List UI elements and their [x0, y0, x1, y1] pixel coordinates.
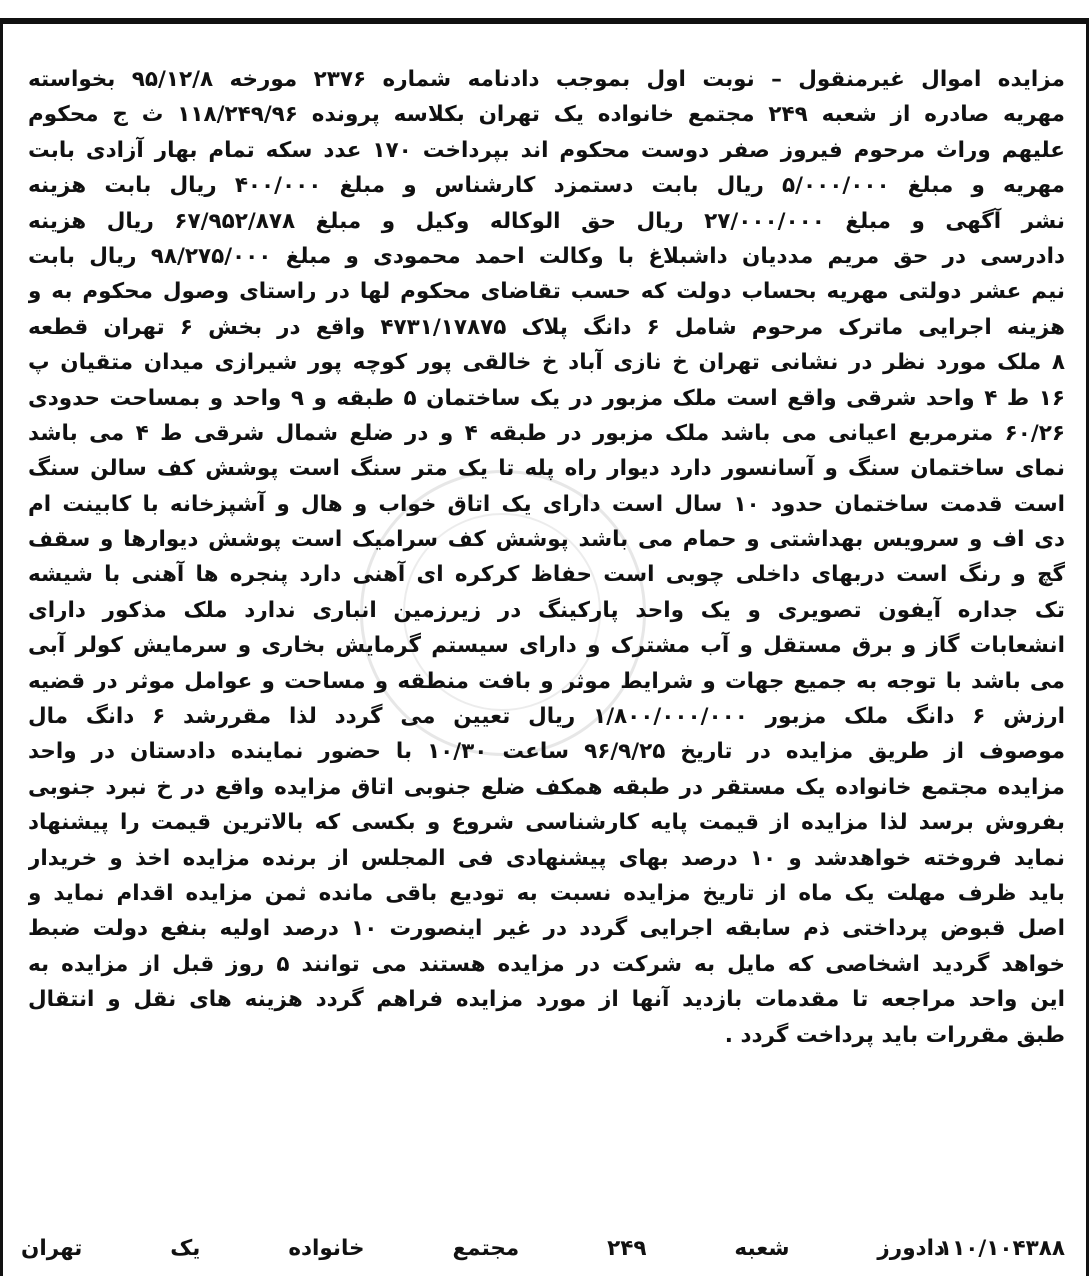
notice-line: اصل قبوض پرداختی ذم سابقه اجرایی گردد در غیر اینصورت ۱۰ درصد اولیه بنفع دولت ضبط [28, 916, 1065, 942]
notice-line: مزایده اموال غیرمنقول – نوبت اول بموجب دادنامه شماره ۲۳۷۶ مورخه ۹۵/۱۲/۸ بخواسته [28, 67, 1065, 92]
notice-line: خواهد گردید اشخاصی که مایل به شرکت در مزایده هستند می توانند ۵ روز قبل از مزایده به [28, 951, 1065, 977]
notice-line: ۶۰/۲۶ مترمربع اعیانی می باشد ملک مزبور در طبقه ۴ و در ضلع شمال شرقی ط ۴ می باشد [28, 420, 1065, 446]
notice-line: موصوف از طریق مزایده در تاریخ ۹۶/۹/۲۵ ساعت ۱۰/۳۰ با حضور نماینده دادستان در واحد [28, 739, 1065, 765]
notice-line: نمای ساختمان سنگ و آسانسور دارد دیوار راه پله تا یک متر سنگ است پوشش کف سالن سنگ [28, 456, 1065, 482]
notice-line: نیم عشر دولتی مهریه بحساب دولت که حسب تقاضای محکوم لها در راستای وصول محکوم به و [28, 279, 1065, 305]
notice-line: مهریه صادره از شعبه ۲۴۹ مجتمع خانواده یک تهران بکلاسه پرونده ۱۱۸/۲۴۹/۹۶ ث ج محکوم [28, 102, 1065, 128]
notice-body [28, 62, 1065, 1262]
notice-line: باید ظرف مهلت یک ماه از تاریخ مزایده نسبت به تودیع باقی مانده ثمن مزایده اقدام نماید و [28, 880, 1065, 906]
notice-line: هزینه اجرایی ماترک مرحوم شامل ۶ دانگ پلاک ۴۷۳۱/۱۷۸۷۵ واقع در بخش ۶ تهران قطعه [28, 314, 1065, 340]
notice-line: علیهم وراث مرحوم فیروز صفر دوست محکوم اند بپرداخت ۱۷۰ عدد سکه تمام بهار آزادی بابت [28, 137, 1065, 163]
notice-footer [21, 1232, 1065, 1266]
notice-line: می باشد با توجه به جمیع جهات و شرایط موثر و بافت منطقه و مساحت و عوامل موثر در قضیه [28, 668, 1065, 694]
notice-code: ۱۱۰/۱۰۴۳۸۸ [939, 1236, 1065, 1261]
notice-line: دادرسی در حق مریم مددیان داشبلاغ با وکالت احمد محمودی و مبلغ ۹۸/۲۷۵/۰۰۰ ریال بابت [28, 243, 1065, 269]
notice-line: مهریه و مبلغ ۵/۰۰۰/۰۰۰ ریال بابت دستمزد کارشناس و مبلغ ۴۰۰/۰۰۰ ریال بابت هزینه [28, 173, 1065, 199]
notice-line: است قدمت ساختمان حدود ۱۰ سال است دارای یک اتاق خواب و هال و آشپزخانه با کابینت ام [28, 491, 1065, 517]
notice-line: ارزش ۶ دانگ ملک مزبور ۱/۸۰۰/۰۰۰/۰۰۰ ریال تعیین می گردد لذا مقررشد ۶ دانگ مال [28, 704, 1065, 730]
notice-line: طبق مقررات باید پرداخت گردد . [724, 1022, 1065, 1048]
issuer-signature: دادورز شعبه ۲۴۹ مجتمع خانواده یک تهران [21, 1236, 945, 1261]
left-border [0, 18, 3, 1276]
notice-line: مزایده مجتمع خانواده یک مستقر در طبقه همکف ضلع جنوبی اتاق مزایده واقع در خ نبرد جنوبی [28, 774, 1065, 800]
notice-line: گچ و رنگ است دربهای داخلی چوبی است حفاظ کرکره ای آهنی دارد پنجره ها آهنی با شیشه [28, 562, 1065, 588]
notice-line: ۱۶ ط ۴ واحد شرقی واقع است ملک مزبور در یک ساختمان ۵ طبقه و ۹ واحد و بمساحت حدودی [28, 385, 1065, 411]
notice-line: بفروش برسد لذا مزایده از قیمت پایه کارشناسی شروع و بکسی که بالاترین قیمت را پیشنهاد [28, 810, 1065, 836]
notice-line: ۸ ملک مورد نظر در نشانی تهران خ نازی آباد خ خالقی پور کوچه پور شیرازی میدان متقیان پ [28, 350, 1065, 376]
notice-line: نشر آگهی و مبلغ ۲۷/۰۰۰/۰۰۰ ریال حق الوکاله وکیل و مبلغ ۶۷/۹۵۲/۸۷۸ ریال هزینه [28, 208, 1065, 234]
notice-line: دی اف و سرویس بهداشتی و حمام می باشد پوشش کف سرامیک است پوشش دیوارها و سقف [28, 527, 1065, 553]
notice-line: تک جداره آیفون تصویری و یک واحد پارکینگ در زیرزمین انباری ندارد ملک مذکور دارای [28, 597, 1065, 623]
notice-line: این واحد مراجعه تا مقدمات بازدید آنها از مورد مزایده فراهم گردد هزینه های نقل و انتقال [28, 987, 1065, 1013]
notice-line: انشعابات گاز و برق مستقل و آب مشترک و دارای سیستم گرمایش بخاری و سرمایش کولر آبی [28, 633, 1065, 659]
notice-line: نماید فروخته خواهدشد و ۱۰ درصد بهای پیشنهادی فی المجلس از برنده مزایده اخذ و خریدار [28, 845, 1065, 871]
top-border [2, 18, 1088, 24]
